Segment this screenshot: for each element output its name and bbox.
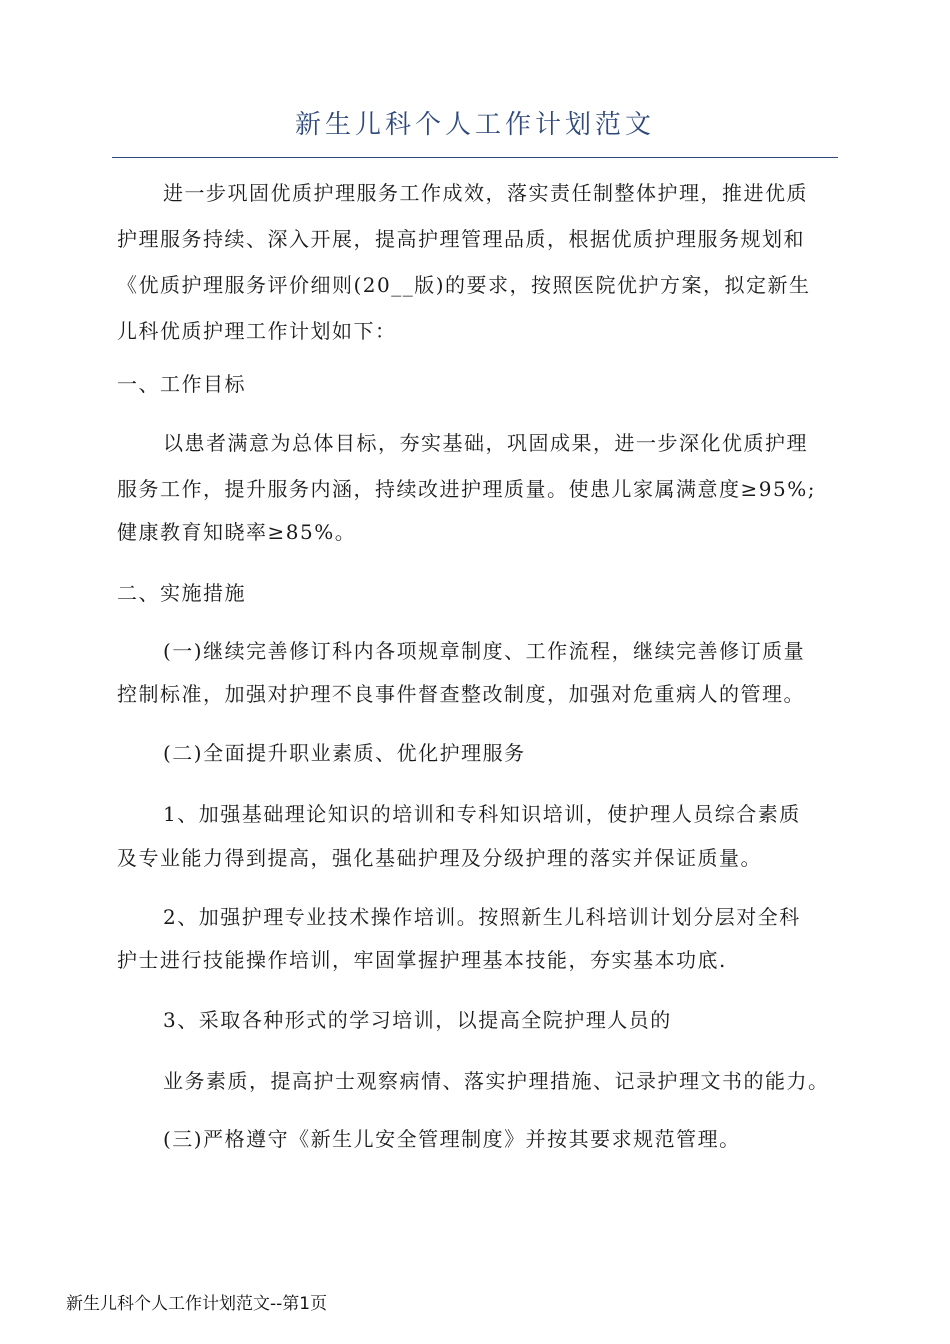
goals-line-2: 服务工作，提升服务内涵，持续改进护理质量。使患儿家属满意度≥95%; (117, 477, 816, 501)
item-3-line-2: 业务素质，提高护士观察病情、落实护理措施、记录护理文书的能力。 (163, 1069, 830, 1093)
item-1-line-2: 及专业能力得到提高，强化基础护理及分级护理的落实并保证质量。 (117, 846, 762, 870)
section-heading-measures: 二、实施措施 (117, 581, 246, 605)
document-title: 新生儿科个人工作计划范文 (294, 110, 655, 140)
intro-line-1: 进一步巩固优质护理服务工作成效，落实责任制整体护理，推进优质 (163, 181, 808, 205)
intro-line-4: 儿科优质护理工作计划如下： (117, 319, 397, 343)
measure-1-line-2: 控制标准，加强对护理不良事件督查整改制度，加强对危重病人的管理。 (117, 682, 805, 706)
page-footer: 新生儿科个人工作计划范文--第1页 (66, 1294, 328, 1314)
item-2-line-1: 2、加强护理专业技术操作培训。按照新生儿科培训计划分层对全科 (163, 905, 801, 929)
measure-2-heading: (二)全面提升职业素质、优化护理服务 (163, 741, 526, 765)
section-heading-goals: 一、工作目标 (117, 372, 246, 396)
goals-line-1: 以患者满意为总体目标，夯实基础，巩固成果，进一步深化优质护理 (163, 431, 808, 455)
intro-line-3: 《优质护理服务评价细则(20__版)的要求，按照医院优护方案，拟定新生 (117, 273, 811, 297)
item-1-line-1: 1、加强基础理论知识的培训和专科知识培训，使护理人员综合素质 (163, 802, 801, 826)
title-divider (112, 157, 838, 158)
goals-line-3: 健康教育知晓率≥85%。 (117, 520, 357, 544)
measure-1-line-1: (一)继续完善修订科内各项规章制度、工作流程，继续完善修订质量 (163, 639, 806, 663)
item-2-line-2: 护士进行技能操作培训，牢固掌握护理基本技能，夯实基本功底. (117, 948, 727, 972)
item-3-line-1: 3、采取各种形式的学习培训，以提高全院护理人员的 (163, 1008, 672, 1032)
intro-line-2: 护理服务持续、深入开展，提高护理管理品质，根据优质护理服务规划和 (117, 227, 805, 251)
measure-3-heading: (三)严格遵守《新生儿安全管理制度》并按其要求规范管理。 (163, 1127, 741, 1151)
